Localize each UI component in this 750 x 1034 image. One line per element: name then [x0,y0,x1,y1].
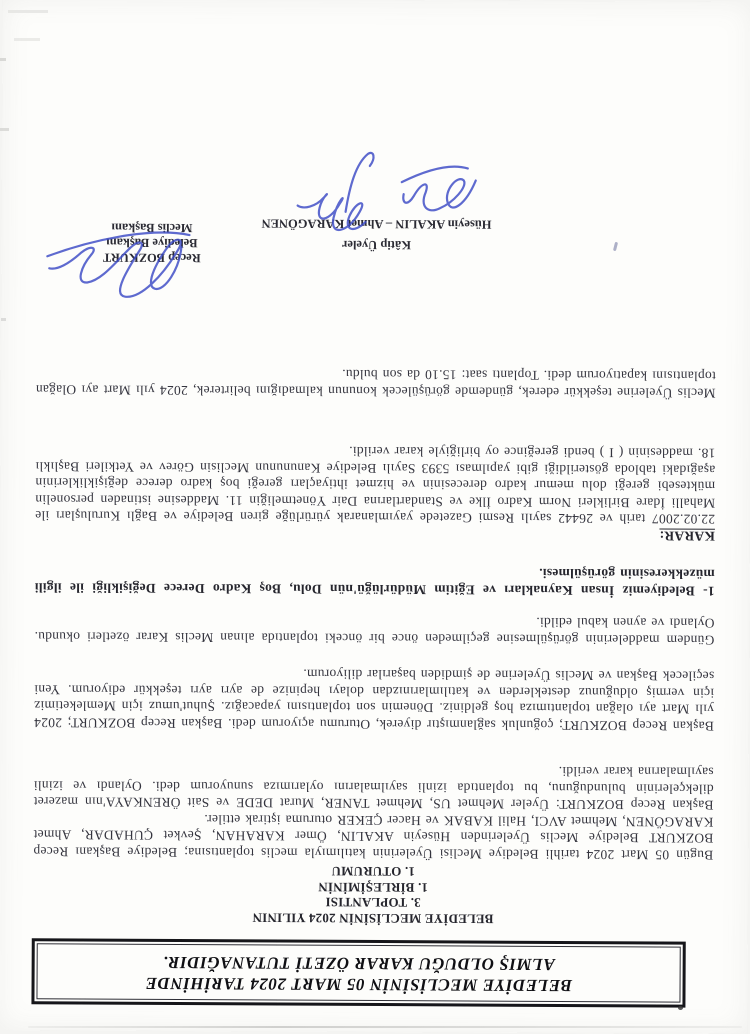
chairman-role-1: Belediye Başkanı [106,235,198,251]
title-line-1: BELEDİYE MECLİSİNİN 05 MART 2024 TARİHİNDE [144,973,573,996]
opening-paragraph: Başkan Recep BOZKURT; çoğunluk sağlanmıştır diyerek, Oturumu açıyorum dedi. Başkan Recep BOZKURT; 2024 yılı Mart ayı olağan toplantımıza hoş geldiniz. Dönemin son toplantısını yapacağız. Şuhut'umuz için Memleketimiz için vermiş olduğunuz desteklerden ve katılımlarınızdan dolayı hepinize de ayrı ayrı teşekkür ediyorum. Yeni seçilecek Başkan ve Meclis Üyelerine de şimdiden başarılar diliyorum. [33,667,715,734]
scan-edge-smudge [0,128,9,131]
document-body [0,364,750,863]
scan-edge-smudge [14,38,40,41]
chairman-signature-block [89,220,214,266]
header-line-meeting-no: 3. TOPLANTISI [325,895,421,911]
agenda-item-1: 1- Belediyemiz İnsan Kaynakları ve Eğitim Müdürlüğü'nün Dolu, Boş Kadro Derece Değişikliği ile ilgili müzekkeresinin görüşülmesi. [34,566,715,599]
decision-text: 22.02.2007 tarih ve 26442 sayılı Resmi Gazetede yayımlanarak yürürlüğe giren Belediye ve Bağlı Kuruluşları ile Mahalli İdare Birlikleri Norm Kadro İlke ve Standartlarına Dair Yönetmeliğin 11. Maddesine istinaden personelin müktesebi gereği dolu memur kadro derecesinin ve hizmet ihtiyaçları gereği boş kadro derece değişikliklerinin aşağıdaki tabloda gösterildiği gibi yapılması 5393 Sayılı Belediye Kanununun Meclisin Görev ve Yetkileri Başlıklı 18. maddesinin ( I ) bendi gereğince oy birliğiyle karar verildi. [34,444,716,528]
title-box-inner-frame [36,943,680,1002]
header-line-year: BELEDİYE MECLİSİNİN 2024 YILININ [252,910,494,927]
scan-edge-smudge [1,318,6,321]
attendance-paragraph: Bugün 05 Mart 2024 tarihli Belediye Meclisi Üyelerinin katılımıyla meclis toplantısına; Belediye Başkanı Recep BOZKURT Belediye Meclis Üyelerinden Hüseyin AKALIN, Ömer KARAHAN, Şevket ÇUHADAR, Ahmet KARAGÖNEN, Mehmet AVCI, Halil KABAK ve Hacer ÇEKER oturuma iştirak ettiler. [33,812,714,863]
decision-summary-title-box [31,938,685,1007]
secretaries-title: Kâtip Üyeler [341,237,412,253]
chairman-name: Recep BOZKURT [102,250,201,266]
scan-artifact-dot [678,1006,683,1010]
previous-minutes-paragraph: Gündem maddelerinin görüşülmesine geçilmeden önce bir önceki toplantıda alınan Meclis Karar özetleri okundu. Oylandı ve aynen kabul edildi. [34,615,715,648]
header-line-session-no: 1. BİRLEŞİMİNİN [318,879,429,896]
excused-members-paragraph: Başkan Recep BOZKURT: Üyeler Mehmet US, Mehmet TANER, Murat DEDE ve Sait ÖRENKAYA'nın mazeret dilekçelerinin bulunduğunu, bu toplantıda izinli sayılmalarını oylarımıza sunuyorum dedi. Oylandı ve izinli sayılmalarına karar verildi. [33,764,714,814]
scan-edge-shadow [28,1026,742,1028]
session-header [0,862,748,928]
header-line-sitting-no: 1. OTURUMU [331,864,415,880]
secretaries-signature-block [253,215,499,252]
scan-edge-smudge [8,10,48,13]
title-line-2: ALMIŞ OLDUĞU KARAR ÖZETİ TUTANAĞIDIR. [162,952,555,974]
closing-paragraph: Meclis Üyelerine teşekkür ederek, gündemde görüşülecek konunun kalmadığını belirterek, 2024 yılı Mart ayı Olağan toplantısını kapatıyorum dedi. Toplantı saat: 15.10 da son buldu. [35,367,716,401]
secretaries-names: Hüseyin AKALIN – Ahmet KARAGÖNEN [261,216,492,232]
chairman-role-2: Meclis Başkanı [111,220,193,236]
scan-edge-smudge [0,58,6,61]
decision-label: KARAR: [659,528,715,544]
